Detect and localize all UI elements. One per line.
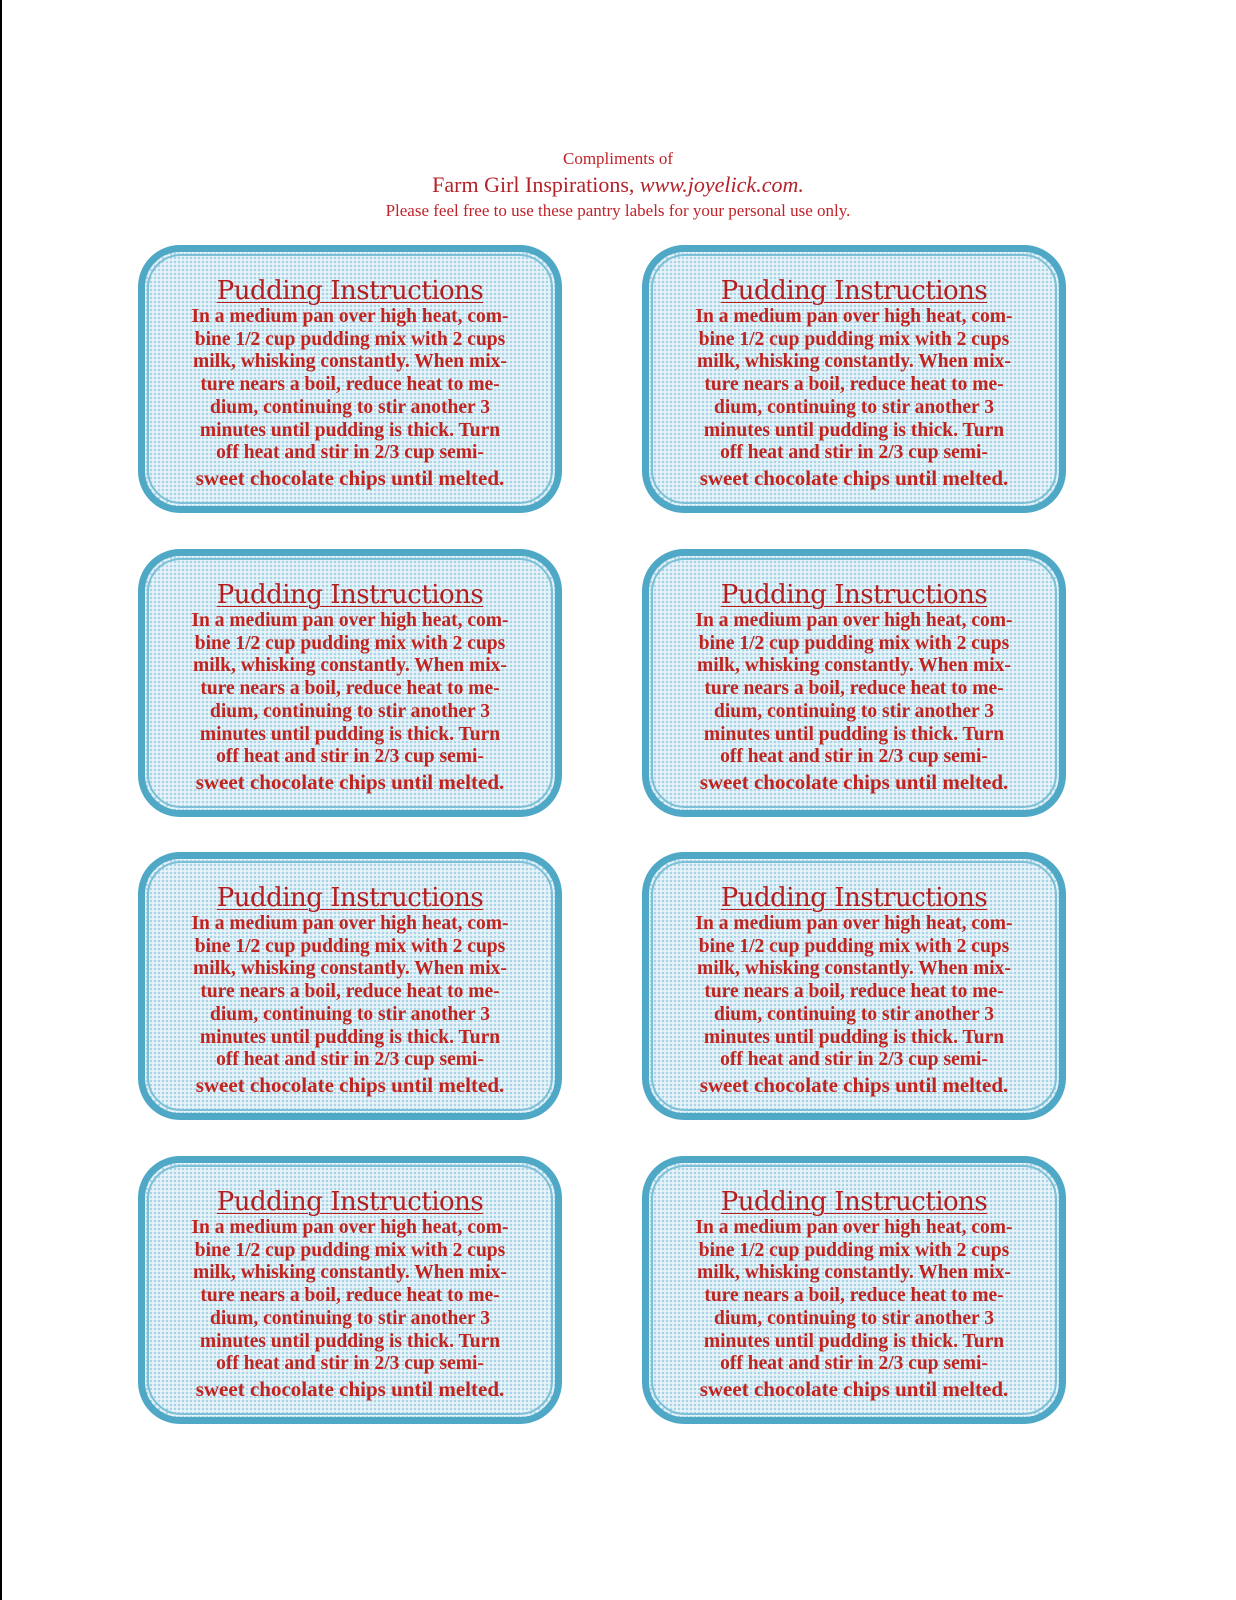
label-text-line: sweet chocolate chips until melted. [699, 769, 1009, 794]
page-left-edge [0, 0, 2, 1600]
label-content [649, 276, 1059, 491]
label-text-line: minutes until pudding is thick. Turn [703, 1330, 1005, 1352]
label-text-line: In a medium pan over high heat, com- [695, 610, 1013, 631]
label-title: Pudding Instructions [216, 580, 484, 610]
label-text-line: off heat and stir in 2/3 cup semi- [216, 746, 484, 768]
header-source [0, 170, 1236, 200]
label-text-line: minutes until pudding is thick. Turn [703, 723, 1005, 745]
label-text-line: ture nears a boil, reduce heat to me- [200, 678, 500, 700]
label-text-line: bine 1/2 cup pudding mix with 2 cups [698, 1239, 1010, 1261]
header-website-link[interactable]: www.joyelick.com. [639, 172, 804, 197]
label-text-line: bine 1/2 cup pudding mix with 2 cups [194, 632, 506, 654]
label-text-line: off heat and stir in 2/3 cup semi- [720, 1353, 988, 1375]
pantry-label [138, 852, 562, 1120]
label-text-line: off heat and stir in 2/3 cup semi- [720, 1049, 988, 1071]
label-text-line: dium, continuing to stir another 3 [714, 700, 994, 722]
label-content [649, 1187, 1059, 1402]
label-text-line: sweet chocolate chips until melted. [195, 1072, 505, 1097]
label-text-line: minutes until pudding is thick. Turn [199, 723, 501, 745]
label-title: Pudding Instructions [720, 276, 988, 306]
header-source-name: Farm Girl Inspirations, [432, 172, 640, 197]
label-title: Pudding Instructions [720, 883, 988, 913]
label-text-line: minutes until pudding is thick. Turn [703, 1026, 1005, 1048]
label-text-line: sweet chocolate chips until melted. [195, 465, 505, 490]
label-text-line: bine 1/2 cup pudding mix with 2 cups [194, 935, 506, 957]
label-title: Pudding Instructions [720, 1187, 988, 1217]
pantry-label [642, 549, 1066, 817]
label-text-line: minutes until pudding is thick. Turn [199, 1330, 501, 1352]
label-text-line: milk, whisking constantly. When mix- [193, 1262, 507, 1284]
header-compliments: Compliments of [562, 149, 674, 168]
label-text-line: In a medium pan over high heat, com- [191, 913, 509, 934]
label-text-line: milk, whisking constantly. When mix- [697, 351, 1011, 373]
label-text-line: ture nears a boil, reduce heat to me- [200, 981, 500, 1003]
label-text-line: off heat and stir in 2/3 cup semi- [720, 746, 988, 768]
label-text-line: off heat and stir in 2/3 cup semi- [216, 1353, 484, 1375]
label-text-line: milk, whisking constantly. When mix- [193, 958, 507, 980]
label-text-line: dium, continuing to stir another 3 [210, 700, 490, 722]
label-text-line: ture nears a boil, reduce heat to me- [704, 374, 1004, 396]
label-text-line: ture nears a boil, reduce heat to me- [200, 1285, 500, 1307]
label-content [649, 580, 1059, 795]
page-header [0, 148, 1236, 222]
header-usage-note: Please feel free to use these pantry labels for your personal use only. [385, 201, 851, 220]
pantry-label [138, 245, 562, 513]
label-text-line: dium, continuing to stir another 3 [210, 396, 490, 418]
label-content [145, 580, 555, 795]
label-text-line: dium, continuing to stir another 3 [210, 1003, 490, 1025]
label-text-line: minutes until pudding is thick. Turn [199, 1026, 501, 1048]
label-text-line: In a medium pan over high heat, com- [695, 913, 1013, 934]
label-text-line: bine 1/2 cup pudding mix with 2 cups [698, 328, 1010, 350]
label-text-line: ture nears a boil, reduce heat to me- [200, 374, 500, 396]
pantry-label [138, 1156, 562, 1424]
label-text-line: dium, continuing to stir another 3 [714, 396, 994, 418]
label-content [145, 883, 555, 1098]
label-text-line: In a medium pan over high heat, com- [191, 306, 509, 327]
label-text-line: milk, whisking constantly. When mix- [193, 655, 507, 677]
pantry-label [138, 549, 562, 817]
label-text-line: bine 1/2 cup pudding mix with 2 cups [194, 1239, 506, 1261]
label-content [145, 276, 555, 491]
label-text-line: sweet chocolate chips until melted. [195, 1376, 505, 1401]
label-text-line: milk, whisking constantly. When mix- [697, 958, 1011, 980]
label-text-line: dium, continuing to stir another 3 [714, 1307, 994, 1329]
label-text-line: milk, whisking constantly. When mix- [697, 655, 1011, 677]
label-text-line: dium, continuing to stir another 3 [210, 1307, 490, 1329]
label-text-line: milk, whisking constantly. When mix- [193, 351, 507, 373]
label-text-line: sweet chocolate chips until melted. [699, 1072, 1009, 1097]
label-title: Pudding Instructions [216, 1187, 484, 1217]
label-text-line: off heat and stir in 2/3 cup semi- [216, 442, 484, 464]
label-text-line: sweet chocolate chips until melted. [699, 465, 1009, 490]
label-text-line: bine 1/2 cup pudding mix with 2 cups [698, 935, 1010, 957]
label-text-line: off heat and stir in 2/3 cup semi- [216, 1049, 484, 1071]
label-text-line: ture nears a boil, reduce heat to me- [704, 1285, 1004, 1307]
label-text-line: ture nears a boil, reduce heat to me- [704, 678, 1004, 700]
label-title: Pudding Instructions [216, 276, 484, 306]
label-text-line: In a medium pan over high heat, com- [191, 1217, 509, 1238]
label-text-line: In a medium pan over high heat, com- [695, 1217, 1013, 1238]
label-text-line: bine 1/2 cup pudding mix with 2 cups [698, 632, 1010, 654]
pantry-label [642, 852, 1066, 1120]
label-text-line: minutes until pudding is thick. Turn [199, 419, 501, 441]
label-text-line: minutes until pudding is thick. Turn [703, 419, 1005, 441]
label-text-line: milk, whisking constantly. When mix- [697, 1262, 1011, 1284]
pantry-label [642, 245, 1066, 513]
label-text-line: In a medium pan over high heat, com- [695, 306, 1013, 327]
label-text-line: dium, continuing to stir another 3 [714, 1003, 994, 1025]
label-text-line: off heat and stir in 2/3 cup semi- [720, 442, 988, 464]
pantry-label [642, 1156, 1066, 1424]
label-text-line: bine 1/2 cup pudding mix with 2 cups [194, 328, 506, 350]
label-title: Pudding Instructions [216, 883, 484, 913]
label-text-line: sweet chocolate chips until melted. [195, 769, 505, 794]
label-text-line: In a medium pan over high heat, com- [191, 610, 509, 631]
label-content [145, 1187, 555, 1402]
label-text-line: ture nears a boil, reduce heat to me- [704, 981, 1004, 1003]
label-content [649, 883, 1059, 1098]
label-text-line: sweet chocolate chips until melted. [699, 1376, 1009, 1401]
label-title: Pudding Instructions [720, 580, 988, 610]
